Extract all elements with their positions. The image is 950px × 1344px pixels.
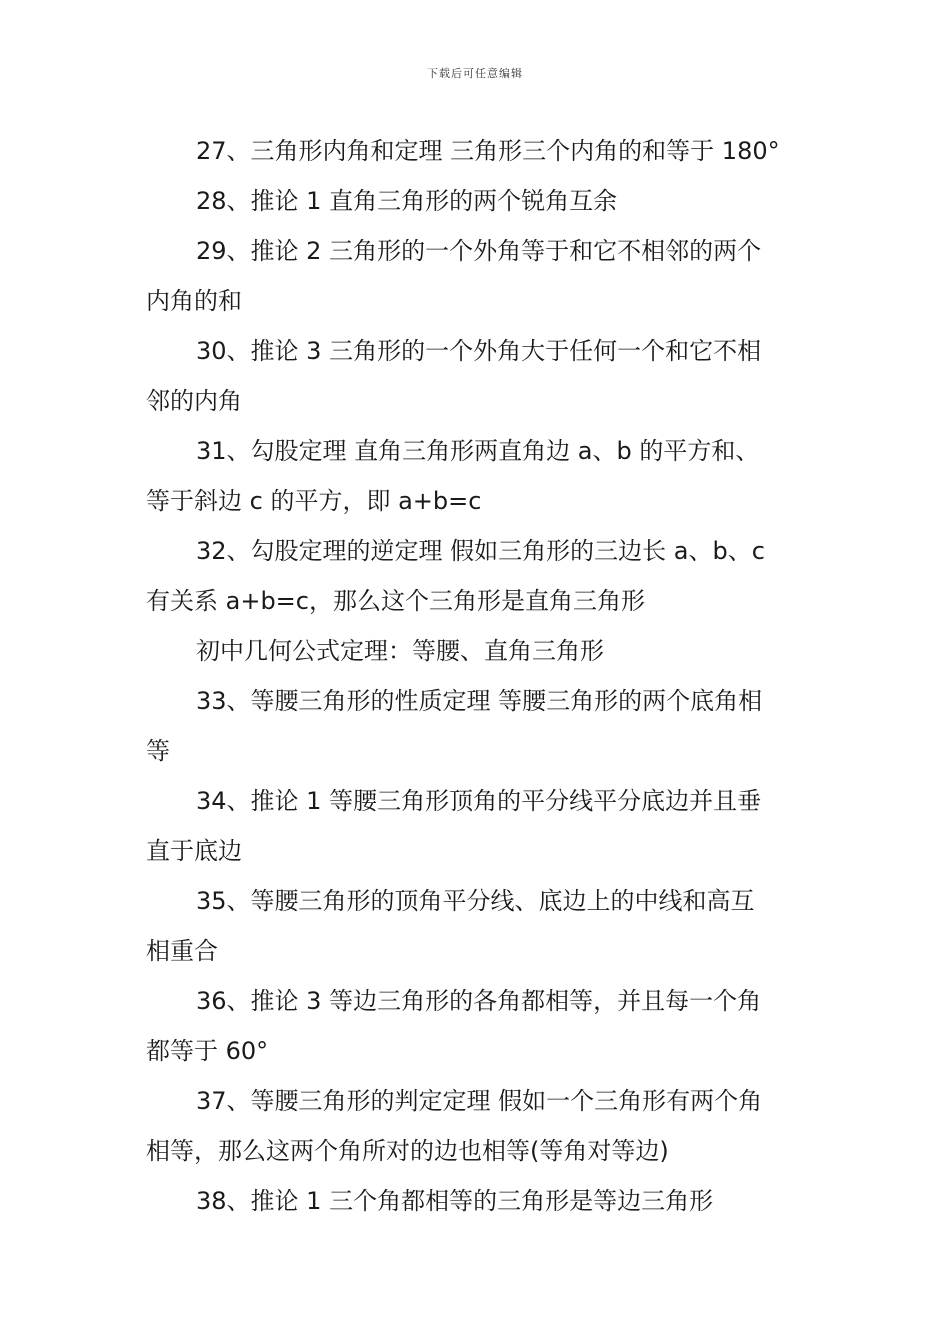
text-line: 34、推论 1 等腰三角形顶角的平分线平分底边并且垂 xyxy=(196,787,762,815)
text-line: 29、推论 2 三角形的一个外角等于和它不相邻的两个 xyxy=(196,237,762,265)
text-line: 邻的内角 xyxy=(146,387,242,415)
text-line: 36、推论 3 等边三角形的各角都相等，并且每一个角 xyxy=(196,987,762,1015)
page-header: 下载后可任意编辑 xyxy=(427,67,523,80)
text-line: 初中几何公式定理：等腰、直角三角形 xyxy=(196,637,604,665)
text-line: 内角的和 xyxy=(146,287,242,315)
document-body xyxy=(146,126,810,1226)
text-line: 等于斜边 c 的平方，即 a+b=c xyxy=(146,487,482,515)
text-line: 相重合 xyxy=(146,937,218,965)
text-line: 等 xyxy=(146,737,170,765)
text-line: 直于底边 xyxy=(146,837,242,865)
text-line: 35、等腰三角形的顶角平分线、底边上的中线和高互 xyxy=(196,887,755,915)
text-line: 有关系 a+b=c，那么这个三角形是直角三角形 xyxy=(146,587,645,615)
text-line: 38、推论 1 三个角都相等的三角形是等边三角形 xyxy=(196,1187,714,1215)
text-line: 37、等腰三角形的判定定理 假如一个三角形有两个角 xyxy=(196,1087,763,1115)
text-line: 33、等腰三角形的性质定理 等腰三角形的两个底角相 xyxy=(196,687,763,715)
text-line: 27、三角形内角和定理 三角形三个内角的和等于 180° xyxy=(196,137,780,165)
text-line: 28、推论 1 直角三角形的两个锐角互余 xyxy=(196,187,618,215)
text-line: 31、勾股定理 直角三角形两直角边 a、b 的平方和、 xyxy=(196,437,760,465)
text-line: 相等，那么这两个角所对的边也相等(等角对等边) xyxy=(146,1137,669,1165)
text-line: 30、推论 3 三角形的一个外角大于任何一个和它不相 xyxy=(196,337,762,365)
text-line: 都等于 60° xyxy=(146,1037,269,1065)
text-line: 32、勾股定理的逆定理 假如三角形的三边长 a、b、c xyxy=(196,537,765,565)
